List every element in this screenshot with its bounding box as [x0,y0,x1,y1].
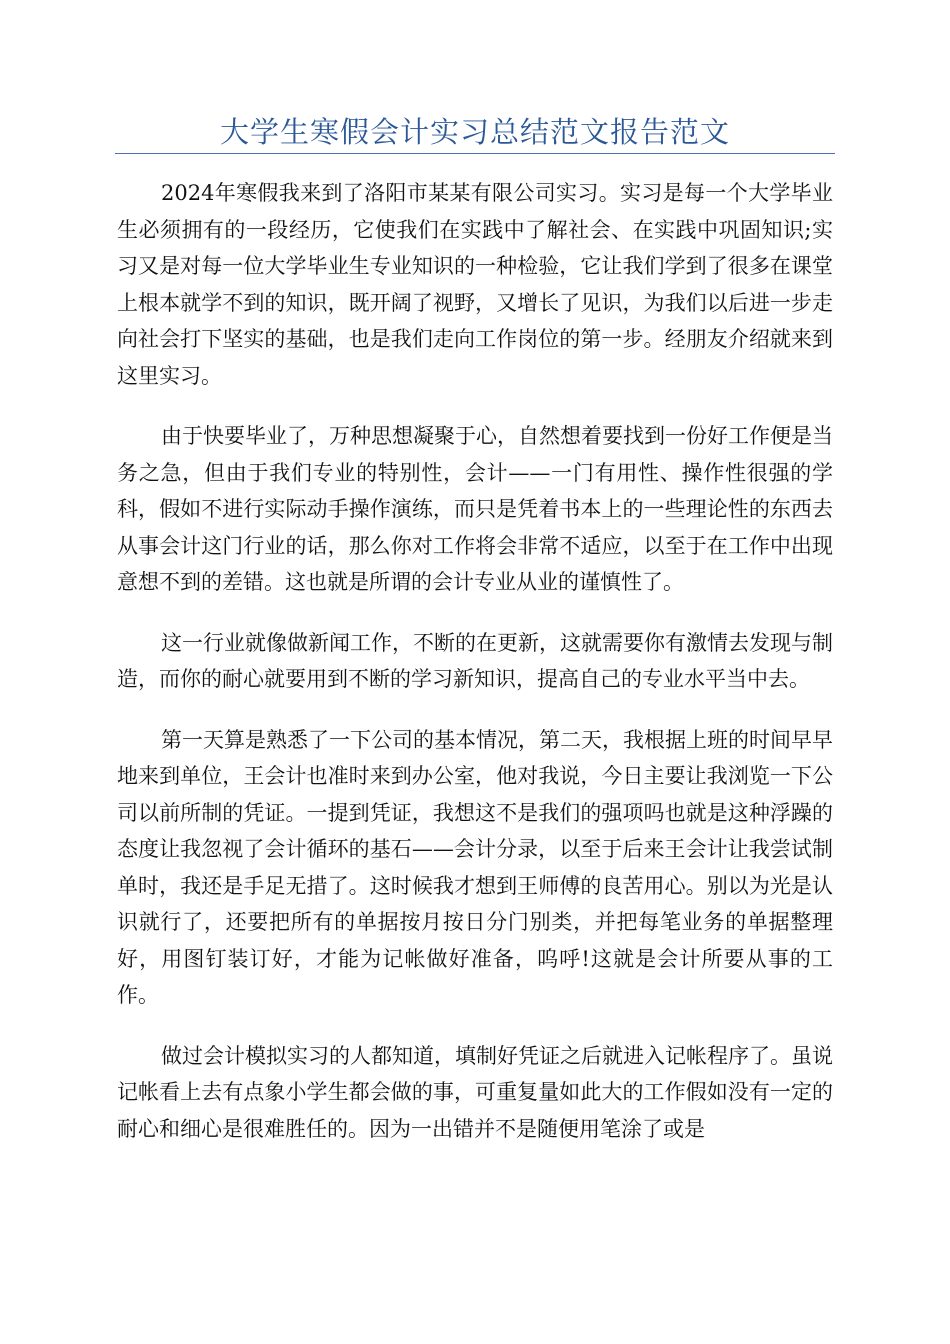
title-underline [115,153,835,154]
document-title: 大学生寒假会计实习总结范文报告范文 [219,115,730,149]
paragraph-4: 第一天算是熟悉了一下公司的基本情况，第二天，我根据上班的时间早早地来到单位，王会计也准时来到办公室，他对我说，今日主要让我浏览一下公司以前所制的凭证。一提到凭证，我想这不是我们的强项吗也就是这种浮躁的态度让我忽视了会计循环的基石——会计分录，以至于后来王会计让我尝试制单时，我还是手足无措了。这时候我才想到王师傅的良苦用心。别以为光是认识就行了，还要把所有的单据按月按日分门别类，并把每笔业务的单据整理好，用图钉装订好，才能为记帐做好准备，呜呼!这就是会计所要从事的工作。 [117,727,833,1007]
paragraph-5: 做过会计模拟实习的人都知道，填制好凭证之后就进入记帐程序了。虽说记帐看上去有点象小学生都会做的事，可重复量如此大的工作假如没有一定的耐心和细心是很难胜任的。因为一出错并不是随便用笔涂了或是 [117,1043,833,1141]
paragraph-2: 由于快要毕业了，万种思想凝聚于心，自然想着要找到一份好工作便是当务之急，但由于我们专业的特别性，会计——一门有用性、操作性很强的学科，假如不进行实际动手操作演练，而只是凭着书本上的一些理论性的东西去从事会计这门行业的话，那么你对工作将会非常不适应，以至于在工作中出现意想不到的差错。这也就是所谓的会计专业从业的谨慎性了。 [117,424,833,594]
paragraph-3: 这一行业就像做新闻工作，不断的在更新，这就需要你有激情去发现与制造，而你的耐心就要用到不断的学习新知识，提高自己的专业水平当中去。 [117,630,833,691]
document-body [117,175,833,1171]
paragraph-1: 2024年寒假我来到了洛阳市某某有限公司实习。实习是每一个大学毕业生必须拥有的一段经历，它使我们在实践中了解社会、在实践中巩固知识;实习又是对每一位大学毕业生专业知识的一种检验，它让我们学到了很多在课堂上根本就学不到的知识，既开阔了视野，又增长了见识，为我们以后进一步走向社会打下坚实的基础，也是我们走向工作岗位的第一步。经朋友介绍就来到这里实习。 [117,181,833,388]
